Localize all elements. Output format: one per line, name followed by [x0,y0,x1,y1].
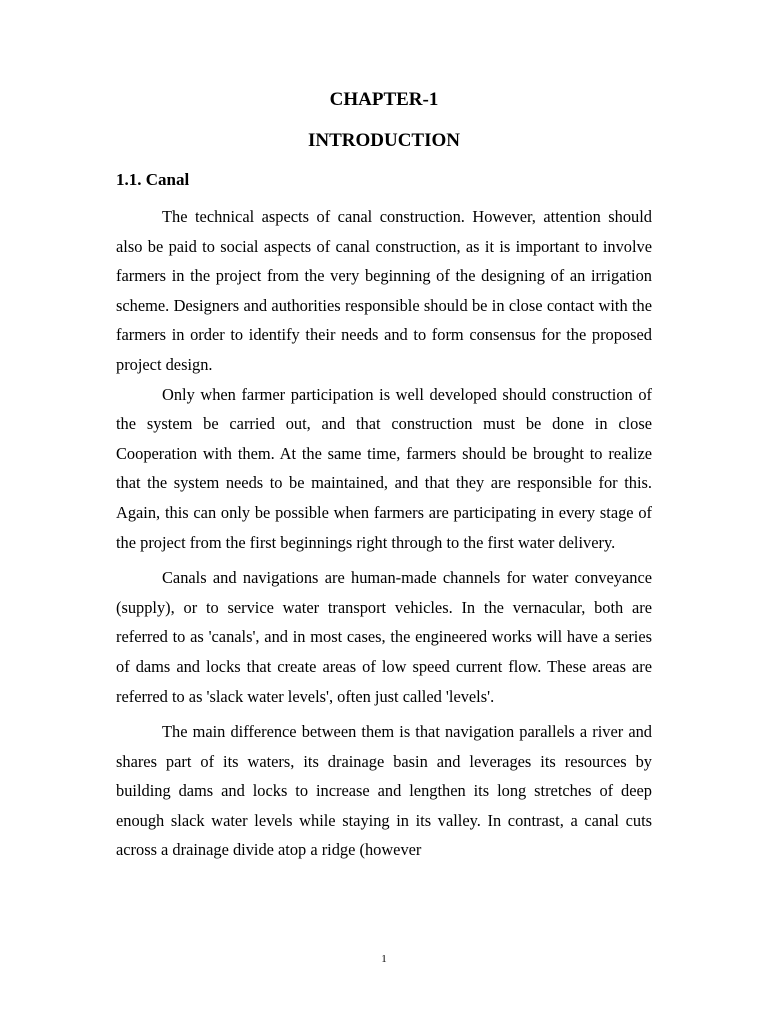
page-number: 1 [381,953,387,965]
paragraph-3: Canals and navigations are human-made channels for water conveyance (supply), or to service water transport vehicles. In the vernacular, both are referred to as 'canals', and in most cases, the engineered works will have a series of dams and locks that create areas of low speed current flow. These areas are referred to as 'slack water levels', often just called 'levels'. [116,568,652,706]
page-title: INTRODUCTION [307,130,461,151]
section-heading: 1.1. Canal [116,170,190,189]
chapter-label: CHAPTER-1 [329,89,439,110]
paragraph-4: The main difference between them is that navigation parallels a river and shares part of its waters, its drainage basin and leverages its resources by building dams and locks to increase and lengthen its long stretches of deep enough slack water levels while staying in its valley. In contrast, a canal cuts across a drainage divide atop a ridge (however [116,722,652,860]
paragraph-1: The technical aspects of canal construction. However, attention should also be paid to social aspects of canal construction, as it is important to involve farmers in the project from the very beginning of the designing of an irrigation scheme. Designers and authorities responsible should be in close contact with the farmers in order to identify their needs and to form consensus for the proposed project design. [116,207,652,374]
document-page [116,88,652,865]
paragraph-2: Only when farmer participation is well developed should construction of the system be carried out, and that construction must be done in close Cooperation with them. At the same time, farmers should be brought to realize that the system needs to be maintained, and that they are responsible for this. Again, this can only be possible when farmers are participating in every stage of the project from the first beginnings right through to the first water delivery. [116,384,652,552]
